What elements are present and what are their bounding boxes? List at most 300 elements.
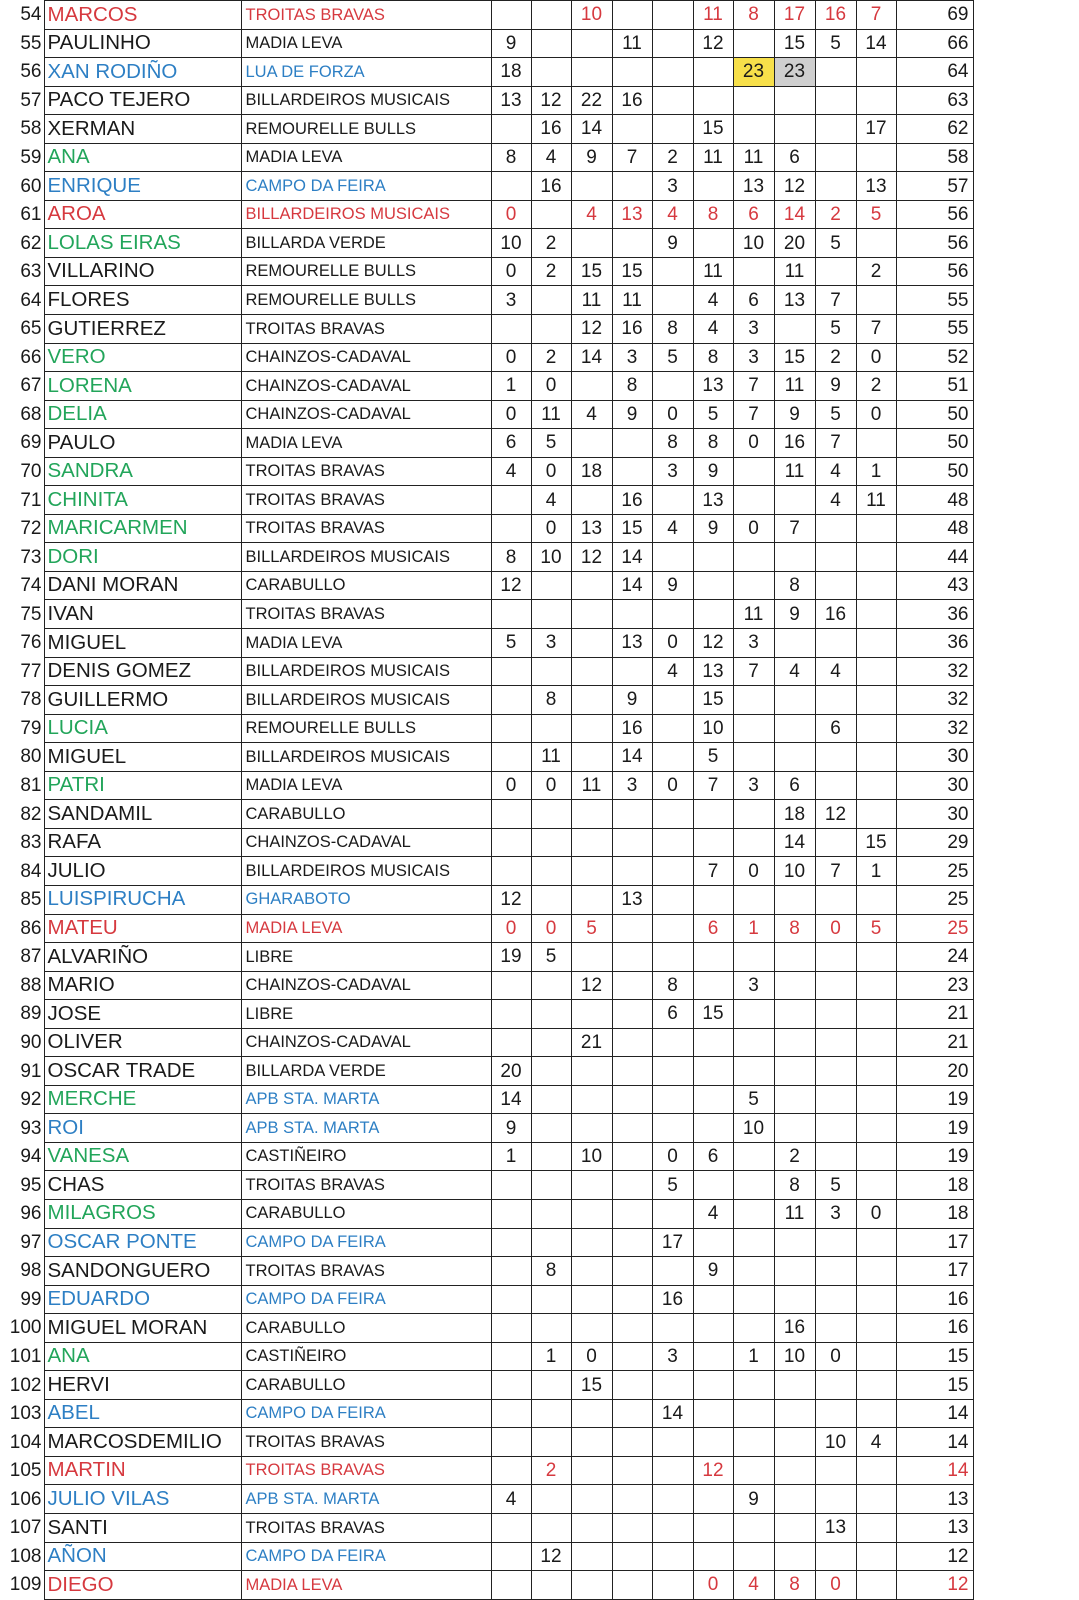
round-score-cell: 7	[693, 771, 733, 800]
round-score-cell	[612, 1314, 652, 1343]
player-name: ANA	[44, 143, 241, 172]
team-name: CARABULLO	[241, 1314, 491, 1343]
round-score-cell	[693, 1171, 733, 1200]
rank-number: 76	[20, 632, 42, 654]
table-row	[0, 200, 973, 229]
round-score-cell	[652, 86, 693, 115]
table-row	[0, 143, 973, 172]
round-score-cell: 9	[693, 514, 733, 543]
round-score-cell: 0	[693, 1571, 733, 1600]
player-name: PAULO	[44, 429, 241, 458]
team-name: REMOURELLE BULLS	[241, 714, 491, 743]
round-score-cell	[571, 657, 612, 686]
table-row	[0, 1571, 973, 1600]
round-score-cell	[571, 1428, 612, 1457]
round-score-cell	[612, 229, 652, 258]
round-score-cell: 4	[774, 657, 815, 686]
round-score-cell: 1	[856, 857, 896, 886]
rank-number: 102	[9, 1374, 42, 1396]
team-name: BILLARDEIROS MUSICAIS	[241, 686, 491, 715]
round-score-cell: 8	[491, 543, 531, 572]
round-score-cell	[612, 1257, 652, 1286]
round-score-cell: 1	[491, 372, 531, 401]
round-score-cell: 9	[652, 571, 693, 600]
total-points: 50	[896, 457, 973, 486]
player-name: MIGUEL	[44, 743, 241, 772]
table-row	[0, 1000, 973, 1029]
round-score-cell	[856, 1257, 896, 1286]
round-score-cell	[856, 571, 896, 600]
round-score-cell	[652, 714, 693, 743]
round-score-cell	[856, 229, 896, 258]
round-score-cell: 3	[491, 286, 531, 315]
round-score-cell	[531, 1399, 571, 1428]
round-score-cell	[612, 1085, 652, 1114]
round-score-cell: 5	[571, 914, 612, 943]
round-score-cell	[774, 1542, 815, 1571]
player-name: OLIVER	[44, 1028, 241, 1057]
round-score-cell: 20	[491, 1057, 531, 1086]
round-score-cell: 0	[652, 629, 693, 658]
round-score-cell: 1	[733, 1342, 774, 1371]
team-name: TROITAS BRAVAS	[241, 457, 491, 486]
round-score-cell	[612, 1199, 652, 1228]
round-score-cell	[856, 1114, 896, 1143]
round-score-cell: 12	[693, 29, 733, 58]
round-score-cell: 0	[491, 343, 531, 372]
round-score-cell: 10	[571, 1142, 612, 1171]
round-score-cell: 12	[571, 315, 612, 344]
round-score-cell: 0	[491, 771, 531, 800]
round-score-cell: 6	[733, 200, 774, 229]
round-score-cell	[815, 571, 856, 600]
team-name: BILLARDEIROS MUSICAIS	[241, 743, 491, 772]
round-score-cell: 9	[693, 457, 733, 486]
round-score-cell: 1	[531, 1342, 571, 1371]
round-score-cell: 3	[815, 1199, 856, 1228]
team-name: CHAINZOS-CADAVAL	[241, 400, 491, 429]
round-score-cell	[491, 714, 531, 743]
round-score-cell	[612, 1114, 652, 1143]
team-name: TROITAS BRAVAS	[241, 1513, 491, 1542]
player-name: DORI	[44, 543, 241, 572]
round-score-cell: 6	[774, 771, 815, 800]
round-score-cell	[571, 1085, 612, 1114]
round-score-cell: 16	[612, 714, 652, 743]
round-score-cell: 5	[815, 400, 856, 429]
round-score-cell	[571, 429, 612, 458]
round-score-cell: 7	[815, 286, 856, 315]
round-score-cell	[815, 58, 856, 87]
rank-number: 78	[20, 689, 42, 711]
round-score-cell	[856, 1542, 896, 1571]
round-score-cell: 7	[774, 514, 815, 543]
round-score-cell: 4	[693, 286, 733, 315]
round-score-cell	[571, 857, 612, 886]
round-score-cell: 13	[612, 629, 652, 658]
round-score-cell: 13	[612, 885, 652, 914]
round-score-cell	[491, 600, 531, 629]
round-score-cell	[571, 58, 612, 87]
rank-number: 82	[20, 803, 42, 825]
round-score-cell	[652, 115, 693, 144]
player-name: SANDAMIL	[44, 800, 241, 829]
team-name: TROITAS BRAVAS	[241, 1456, 491, 1485]
round-score-cell: 14	[856, 29, 896, 58]
total-points: 50	[896, 400, 973, 429]
round-score-cell	[815, 143, 856, 172]
total-points: 14	[896, 1456, 973, 1485]
round-score-cell	[571, 1456, 612, 1485]
player-name: DIEGO	[44, 1571, 241, 1600]
round-score-cell: 2	[531, 343, 571, 372]
round-score-cell	[856, 1571, 896, 1600]
round-score-cell	[815, 1371, 856, 1400]
round-score-cell	[733, 486, 774, 515]
round-score-cell	[612, 1285, 652, 1314]
round-score-cell	[856, 943, 896, 972]
round-score-cell: 0	[856, 343, 896, 372]
player-name: IVAN	[44, 600, 241, 629]
round-score-cell	[815, 771, 856, 800]
round-score-cell: 5	[491, 629, 531, 658]
rank-number: 74	[20, 575, 42, 597]
total-points: 30	[896, 743, 973, 772]
round-score-cell: 14	[774, 200, 815, 229]
round-score-cell: 6	[774, 143, 815, 172]
round-score-cell: 5	[815, 29, 856, 58]
round-score-cell	[733, 571, 774, 600]
round-score-cell	[652, 1085, 693, 1114]
round-score-cell	[774, 629, 815, 658]
rank-number: 106	[9, 1488, 42, 1510]
round-score-cell: 8	[652, 971, 693, 1000]
round-score-cell: 11	[612, 286, 652, 315]
total-points: 63	[896, 86, 973, 115]
round-score-cell	[733, 1428, 774, 1457]
total-points: 19	[896, 1142, 973, 1171]
round-score-cell	[612, 58, 652, 87]
round-score-cell	[774, 315, 815, 344]
round-score-cell	[531, 1428, 571, 1457]
table-row	[0, 1257, 973, 1286]
round-score-cell: 0	[815, 1342, 856, 1371]
round-score-cell	[733, 885, 774, 914]
round-score-cell: 4	[571, 400, 612, 429]
table-row	[0, 743, 973, 772]
round-score-cell	[774, 1257, 815, 1286]
table-row	[0, 229, 973, 258]
round-score-cell	[652, 828, 693, 857]
round-score-cell: 7	[856, 1, 896, 30]
round-score-cell: 16	[531, 115, 571, 144]
round-score-cell: 5	[856, 200, 896, 229]
table-row	[0, 629, 973, 658]
round-score-cell	[491, 486, 531, 515]
team-name: MADIA LEVA	[241, 29, 491, 58]
round-score-cell	[612, 429, 652, 458]
round-score-cell: 9	[491, 29, 531, 58]
team-name: MADIA LEVA	[241, 914, 491, 943]
total-points: 12	[896, 1571, 973, 1600]
team-name: BILLARDEIROS MUSICAIS	[241, 543, 491, 572]
round-score-cell: 12	[815, 800, 856, 829]
round-score-cell	[774, 1428, 815, 1457]
total-points: 36	[896, 600, 973, 629]
round-score-cell: 8	[531, 686, 571, 715]
round-score-cell	[693, 600, 733, 629]
team-name: CAMPO DA FEIRA	[241, 1285, 491, 1314]
round-score-cell: 4	[491, 1485, 531, 1514]
rank-number: 93	[20, 1117, 42, 1139]
round-score-cell: 4	[531, 486, 571, 515]
round-score-cell	[815, 743, 856, 772]
round-score-cell	[491, 1342, 531, 1371]
round-score-cell: 8	[693, 343, 733, 372]
round-score-cell	[571, 1114, 612, 1143]
round-score-cell: 22	[571, 86, 612, 115]
round-score-cell: 0	[491, 914, 531, 943]
round-score-cell	[774, 1114, 815, 1143]
team-name: CAMPO DA FEIRA	[241, 1228, 491, 1257]
round-score-cell	[693, 86, 733, 115]
round-score-cell: 2	[856, 257, 896, 286]
round-score-cell: 10	[693, 714, 733, 743]
round-score-cell	[652, 885, 693, 914]
round-score-cell	[612, 115, 652, 144]
player-name: MARCOSDEMILIO	[44, 1428, 241, 1457]
round-score-cell: 6	[693, 914, 733, 943]
table-row	[0, 971, 973, 1000]
round-score-cell	[856, 1000, 896, 1029]
round-score-cell: 4	[693, 1199, 733, 1228]
round-score-cell: 15	[612, 514, 652, 543]
round-score-cell	[652, 600, 693, 629]
round-score-cell: 0	[652, 1142, 693, 1171]
round-score-cell: 11	[774, 1199, 815, 1228]
round-score-cell: 0	[491, 400, 531, 429]
rank-number: 62	[20, 232, 42, 254]
rank-number: 63	[20, 261, 42, 283]
round-score-cell: 11	[774, 372, 815, 401]
total-points: 30	[896, 800, 973, 829]
team-name: CARABULLO	[241, 1199, 491, 1228]
rank-number: 57	[20, 89, 42, 111]
round-score-cell	[815, 543, 856, 572]
round-score-cell	[815, 1485, 856, 1514]
round-score-cell	[531, 1057, 571, 1086]
total-points: 36	[896, 629, 973, 658]
total-points: 18	[896, 1199, 973, 1228]
table-row	[0, 828, 973, 857]
round-score-cell	[531, 1199, 571, 1228]
round-score-cell	[774, 1485, 815, 1514]
player-name: CHAS	[44, 1171, 241, 1200]
round-score-cell	[531, 600, 571, 629]
rank-number: 59	[20, 147, 42, 168]
total-points: 32	[896, 686, 973, 715]
round-score-cell	[774, 1028, 815, 1057]
round-score-cell: 10	[815, 1428, 856, 1457]
round-score-cell	[733, 1456, 774, 1485]
round-score-cell	[856, 1085, 896, 1114]
player-name: ALVARIÑO	[44, 943, 241, 972]
round-score-cell	[856, 514, 896, 543]
total-points: 51	[896, 372, 973, 401]
round-score-cell	[531, 1, 571, 30]
round-score-cell	[652, 1057, 693, 1086]
rank-number: 84	[20, 860, 42, 882]
round-score-cell: 13	[815, 1513, 856, 1542]
round-score-cell: 11	[774, 457, 815, 486]
round-score-cell	[693, 1399, 733, 1428]
team-name: TROITAS BRAVAS	[241, 600, 491, 629]
round-score-cell	[531, 857, 571, 886]
round-score-cell: 0	[571, 1342, 612, 1371]
round-score-cell	[531, 714, 571, 743]
round-score-cell	[491, 828, 531, 857]
round-score-cell: 2	[815, 343, 856, 372]
round-score-cell	[733, 1057, 774, 1086]
table-row	[0, 1228, 973, 1257]
round-score-cell: 13	[571, 514, 612, 543]
round-score-cell: 1	[491, 1142, 531, 1171]
rank-number: 65	[20, 318, 42, 340]
round-score-cell	[856, 543, 896, 572]
player-name: SANDONGUERO	[44, 1257, 241, 1286]
round-score-cell	[815, 514, 856, 543]
table-row	[0, 1456, 973, 1485]
rank-number: 61	[20, 204, 42, 226]
rank-number: 67	[20, 375, 42, 397]
round-score-cell: 8	[774, 571, 815, 600]
round-score-cell	[652, 257, 693, 286]
rank-number: 103	[9, 1403, 42, 1425]
round-score-cell	[693, 828, 733, 857]
round-score-cell: 5	[693, 400, 733, 429]
team-name: APB STA. MARTA	[241, 1485, 491, 1514]
team-name: BILLARDA VERDE	[241, 1057, 491, 1086]
team-name: TROITAS BRAVAS	[241, 486, 491, 515]
round-score-cell	[571, 1571, 612, 1600]
round-score-cell: 9	[612, 400, 652, 429]
player-name: SANDRA	[44, 457, 241, 486]
player-name: GUTIERREZ	[44, 315, 241, 344]
team-name: CARABULLO	[241, 800, 491, 829]
round-score-cell	[491, 657, 531, 686]
round-score-cell	[733, 1199, 774, 1228]
round-score-cell	[531, 29, 571, 58]
round-score-cell: 9	[774, 400, 815, 429]
round-score-cell: 13	[856, 172, 896, 201]
team-name: TROITAS BRAVAS	[241, 1257, 491, 1286]
round-score-cell: 10	[491, 229, 531, 258]
round-score-cell: 11	[531, 400, 571, 429]
player-name: LUCIA	[44, 714, 241, 743]
round-score-cell: 9	[733, 1485, 774, 1514]
total-points: 15	[896, 1371, 973, 1400]
round-score-cell	[733, 457, 774, 486]
round-score-cell: 0	[491, 200, 531, 229]
rank-number: 105	[9, 1460, 42, 1482]
team-name: APB STA. MARTA	[241, 1114, 491, 1143]
round-score-cell	[733, 714, 774, 743]
rank-number: 72	[20, 518, 42, 540]
round-score-cell	[531, 828, 571, 857]
round-score-cell	[774, 971, 815, 1000]
round-score-cell: 2	[531, 229, 571, 258]
round-score-cell	[733, 800, 774, 829]
round-score-cell	[733, 86, 774, 115]
round-score-cell	[652, 1, 693, 30]
round-score-cell: 8	[652, 429, 693, 458]
round-score-cell: 13	[612, 200, 652, 229]
round-score-cell	[815, 257, 856, 286]
round-score-cell	[571, 943, 612, 972]
round-score-cell	[612, 800, 652, 829]
round-score-cell	[491, 743, 531, 772]
round-score-cell	[612, 1057, 652, 1086]
round-score-cell	[531, 657, 571, 686]
round-score-cell	[815, 629, 856, 658]
rank-number: 85	[20, 889, 42, 911]
team-name: MADIA LEVA	[241, 429, 491, 458]
round-score-cell: 5	[815, 315, 856, 344]
round-score-cell	[733, 257, 774, 286]
round-score-cell	[856, 1513, 896, 1542]
round-score-cell: 13	[693, 372, 733, 401]
team-name: BILLARDEIROS MUSICAIS	[241, 200, 491, 229]
round-score-cell: 14	[612, 743, 652, 772]
team-name: MADIA LEVA	[241, 1571, 491, 1600]
player-name: MARICARMEN	[44, 514, 241, 543]
round-score-cell	[815, 885, 856, 914]
total-points: 48	[896, 486, 973, 515]
player-name: AÑON	[44, 1542, 241, 1571]
round-score-cell: 3	[733, 771, 774, 800]
rank-number: 60	[20, 175, 42, 197]
player-name: JULIO VILAS	[44, 1485, 241, 1514]
round-score-cell	[612, 1456, 652, 1485]
round-score-cell: 9	[571, 143, 612, 172]
round-score-cell	[571, 828, 612, 857]
round-score-cell	[733, 1371, 774, 1400]
round-score-cell: 12	[693, 1456, 733, 1485]
player-name: XERMAN	[44, 115, 241, 144]
round-score-cell	[491, 1199, 531, 1228]
round-score-cell	[693, 1085, 733, 1114]
round-score-cell: 1	[856, 457, 896, 486]
round-score-cell	[612, 1371, 652, 1400]
round-score-cell	[612, 857, 652, 886]
round-score-cell	[652, 857, 693, 886]
round-score-cell	[733, 1314, 774, 1343]
round-score-cell	[815, 1000, 856, 1029]
round-score-cell	[815, 115, 856, 144]
round-score-cell: 3	[733, 315, 774, 344]
table-row	[0, 943, 973, 972]
round-score-cell	[612, 457, 652, 486]
round-score-cell	[652, 1571, 693, 1600]
round-score-cell: 11	[856, 486, 896, 515]
total-points: 25	[896, 857, 973, 886]
round-score-cell: 7	[612, 143, 652, 172]
table-row	[0, 1, 973, 30]
round-score-cell: 0	[733, 514, 774, 543]
round-score-cell	[491, 857, 531, 886]
rank-number: 96	[20, 1203, 42, 1225]
round-score-cell	[774, 1371, 815, 1400]
